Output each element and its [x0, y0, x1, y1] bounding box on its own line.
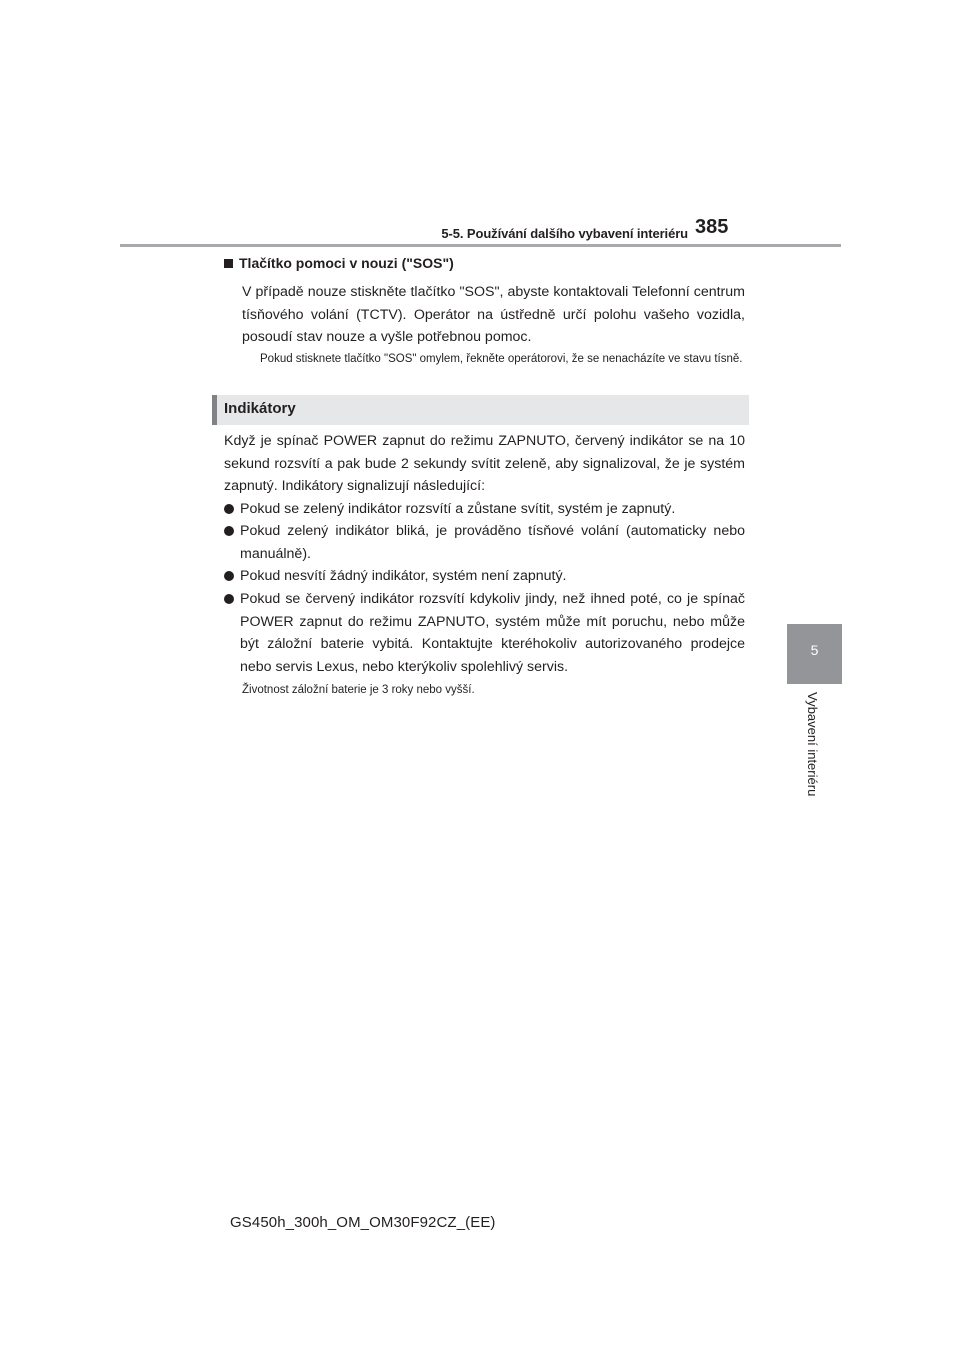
list-item-text: Pokud zelený indikátor bliká, je prováděno tísňové volání (automaticky nebo manuálně).: [240, 523, 745, 562]
battery-note: Životnost záložní baterie je 3 roky nebo vyšší.: [242, 684, 475, 696]
sos-heading-text: Tlačítko pomoci v nouzi ("SOS"): [239, 255, 454, 271]
section-title: Indikátory: [224, 400, 296, 417]
sos-note: Pokud stisknete tlačítko "SOS" omylem, řekněte operátorovi, že se nenacházíte ve stavu tísně.: [260, 353, 743, 365]
sos-heading: [224, 255, 454, 271]
document-code: GS450h_300h_OM_OM30F92CZ_(EE): [230, 1214, 496, 1231]
list-item-text: Pokud se červený indikátor rozsvítí kdykoliv jindy, než ihned poté, co je spínač POWER zapnut do režimu ZAPNUTO, systém může mít poruchu, nebo může být záložní baterie vybitá. Kontaktujte kteréhokoliv autorizovaného prodejce nebo servis Lexus, nebo kterýkoliv spolehlivý servis.: [240, 591, 745, 675]
page-number: 385: [695, 216, 729, 238]
list-item-text: Pokud se zelený indikátor rozsvítí a zůstane svítit, systém je zapnutý.: [240, 501, 676, 517]
round-bullet-icon: [224, 571, 234, 581]
sos-body: V případě nouze stiskněte tlačítko "SOS", abyste kontaktovali Telefonní centrum tísňového volání (TCTV). Operátor na ústředně určí polohu vašeho vozidla, posoudí stav nouze a vyšle potřebnou pomoc.: [242, 284, 745, 345]
list-item: [224, 588, 745, 678]
list-item: [224, 498, 745, 521]
round-bullet-icon: [224, 594, 234, 604]
header-divider: [120, 244, 841, 247]
list-item: [224, 520, 745, 565]
round-bullet-icon: [224, 504, 234, 514]
section-header-bar: [212, 395, 749, 425]
chapter-tab-label: Vybavení interiéru: [805, 692, 820, 797]
section-bar-accent: [212, 395, 217, 425]
indicators-intro: Když je spínač POWER zapnut do režimu ZAPNUTO, červený indikátor se na 10 sekund rozsvítí a pak bude 2 sekundy svítit zeleně, aby signalizoval, že je systém zapnutý. Indikátory signalizují následující:: [224, 433, 745, 494]
list-item-text: Pokud nesvítí žádný indikátor, systém není zapnutý.: [240, 568, 567, 584]
chapter-tab: 5: [787, 624, 842, 684]
running-header-section: 5-5. Používání dalšího vybavení interiéru: [441, 226, 688, 241]
square-bullet-icon: [224, 259, 233, 268]
list-item: [224, 565, 745, 588]
round-bullet-icon: [224, 526, 234, 536]
